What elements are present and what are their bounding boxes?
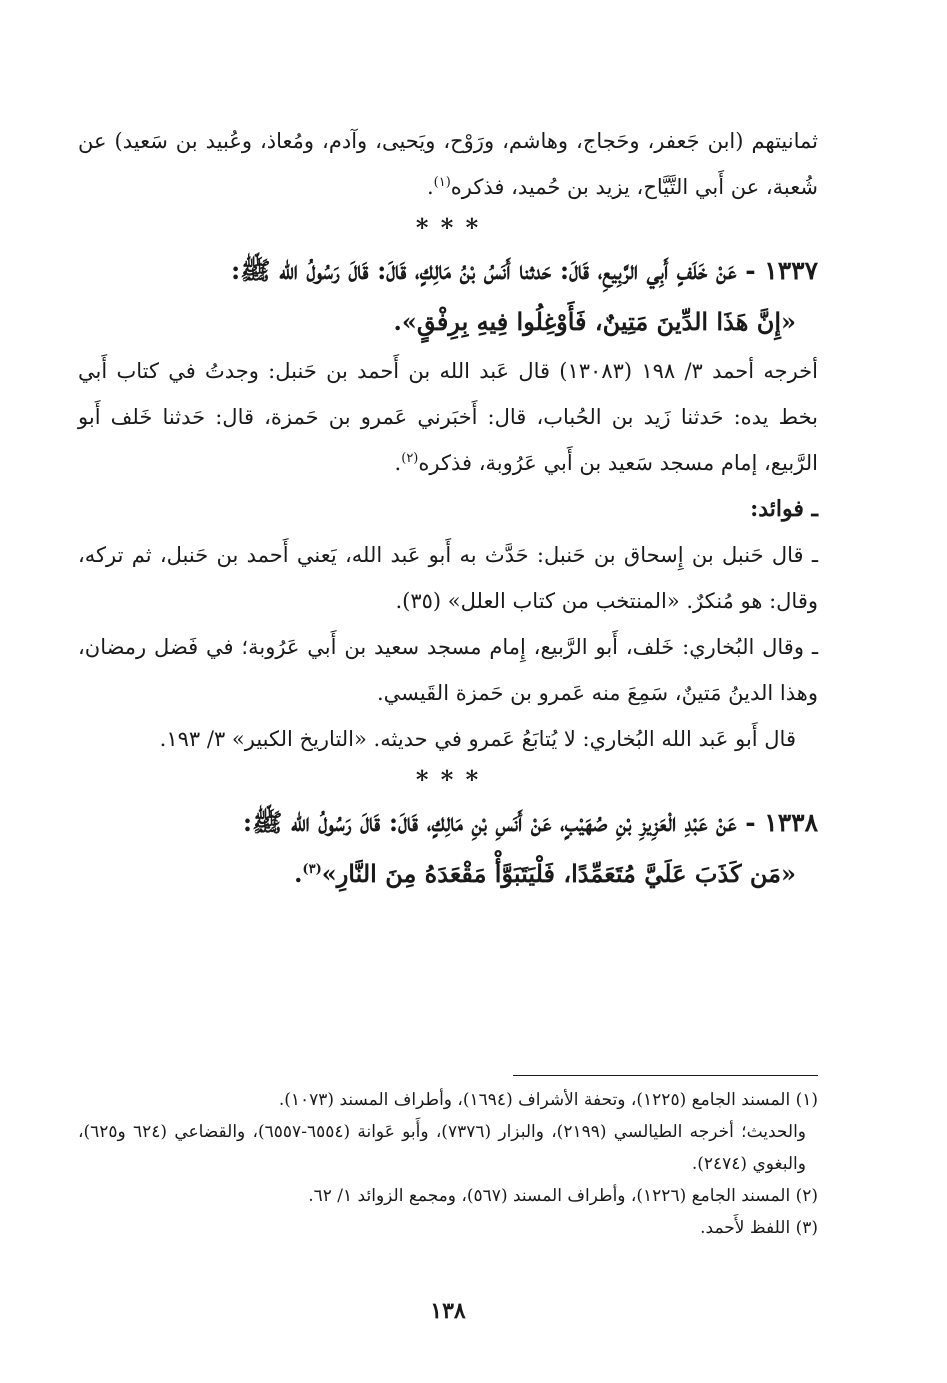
period: . bbox=[294, 859, 303, 888]
hadith-1337-takhrij bbox=[78, 348, 818, 486]
footnote-3: (٣) اللفظ لأَحمد. bbox=[700, 1218, 818, 1238]
section-separator: * * * bbox=[415, 213, 481, 242]
fawaid-item-1: ـ قال حَنبل بن إِسحاق بن حَنبل: حَدَّث به أَبو عَبد الله، يَعني أَحمد بن حَنبل، ثم تركه، وقال: هو مُنكرٌ. «المنتخب من كتاب العلل» (٣٥). bbox=[78, 543, 818, 613]
fawaid-heading: ـ فوائد: bbox=[750, 496, 818, 522]
footnote-divider bbox=[513, 1075, 818, 1076]
period: . bbox=[394, 451, 402, 475]
page-body bbox=[78, 118, 818, 1368]
period: . bbox=[426, 175, 434, 199]
footnote-1-continued: والحديث؛ أخرجه الطيالسي (٢١٩٩)، والبزار (٧٣٧٦)، وأَبو عَوانة (٦٥٥٤-٦٥٥٧)، والقضاعي (٦٢٤ و٦٢٥)، والبغوي (٢٤٧٤). bbox=[78, 1122, 807, 1174]
hadith-1337-head: ١٣٣٧ - عَنْ خَلَفٍ أَبِي الرَّبِيعِ، قَالَ: حَدثنا أَنَسُ بْنُ مَالِكٍ، قَالَ: قَالَ رَسُولُ الله ﷺ: bbox=[231, 256, 818, 285]
footnote-ref-1[interactable]: (١) bbox=[433, 175, 451, 190]
matn-text: «مَن كَذَبَ عَلَيَّ مُتَعَمِّدًا، فَلْيَتَبَوَّأْ مَقْعَدَهُ مِنَ النَّارِ» bbox=[321, 859, 796, 888]
page-number: ١٣٨ bbox=[430, 1298, 466, 1324]
continuation-text: ثمانيتهم (ابن جَعفر، وحَجاج، وهاشم، ورَوْح، ويَحيى، وآدم، ومُعاذ، وعُبيد بن سَعيد) عن شُعبة، عن أَبي التَّيَّاح، يزيد بن حُميد، فذكره bbox=[78, 129, 818, 199]
footnote-ref-3[interactable]: (٣) bbox=[302, 862, 322, 877]
footnote-ref-2[interactable]: (٢) bbox=[401, 451, 419, 466]
hadith-1338-matn bbox=[78, 848, 818, 900]
footnote-1: (١) المسند الجامع (١٢٢٥)، وتحفة الأشراف (١٦٩٤)، وأطراف المسند (١٠٧٣). bbox=[278, 1090, 818, 1110]
section-separator: * * * bbox=[415, 765, 481, 794]
fawaid-item-2: ـ وقال البُخاري: خَلف، أَبو الرَّبيع، إِمام مسجد سعيد بن أَبي عَرُوبة؛ في فَضل رمضان، وهذا الدينُ مَتينٌ، سَمِعَ منه عَمرو بن حَمزة القَيسي. bbox=[78, 635, 818, 705]
continuation-paragraph bbox=[78, 118, 818, 210]
hadith-1338-head: ١٣٣٨ - عَنْ عَبْدِ الْعَزِيزِ بْنِ صُهَيْبٍ، عَنْ أَنَسِ بْنِ مَالِكٍ، قَالَ: قَالَ رَسُولُ الله ﷺ: bbox=[242, 808, 818, 837]
takhrij-text: أخرجه أحمد ٣/ ١٩٨ (١٣٠٨٣) قال عَبد الله بن أَحمد بن حَنبل: وجدتُ في كتاب أَبي بخط يده: حَدثنا زَيد بن الحُباب، قال: أَخبَرني عَمرو بن حَمزة، قال: حَدثنا خَلف أَبو الرَّبيع، إمام مسجد سَعيد بن أَبي عَرُوبة، فذكره bbox=[78, 359, 818, 475]
footnote-2: (٢) المسند الجامع (١٢٢٦)، وأطراف المسند (٥٦٧)، ومجمع الزوائد ١/ ٦٢. bbox=[308, 1186, 818, 1206]
fawaid-item-3: قال أَبو عَبد الله البُخاري: لا يُتابَعُ عَمرو في حديثه. «التاريخ الكبير» ٣/ ١٩٣. bbox=[159, 727, 796, 751]
hadith-1337-matn: «إِنَّ هَذَا الدِّينَ مَتِينٌ، فَأَوْغِلُوا فِيهِ بِرِفْقٍ». bbox=[393, 307, 796, 336]
footnotes bbox=[78, 1084, 818, 1244]
